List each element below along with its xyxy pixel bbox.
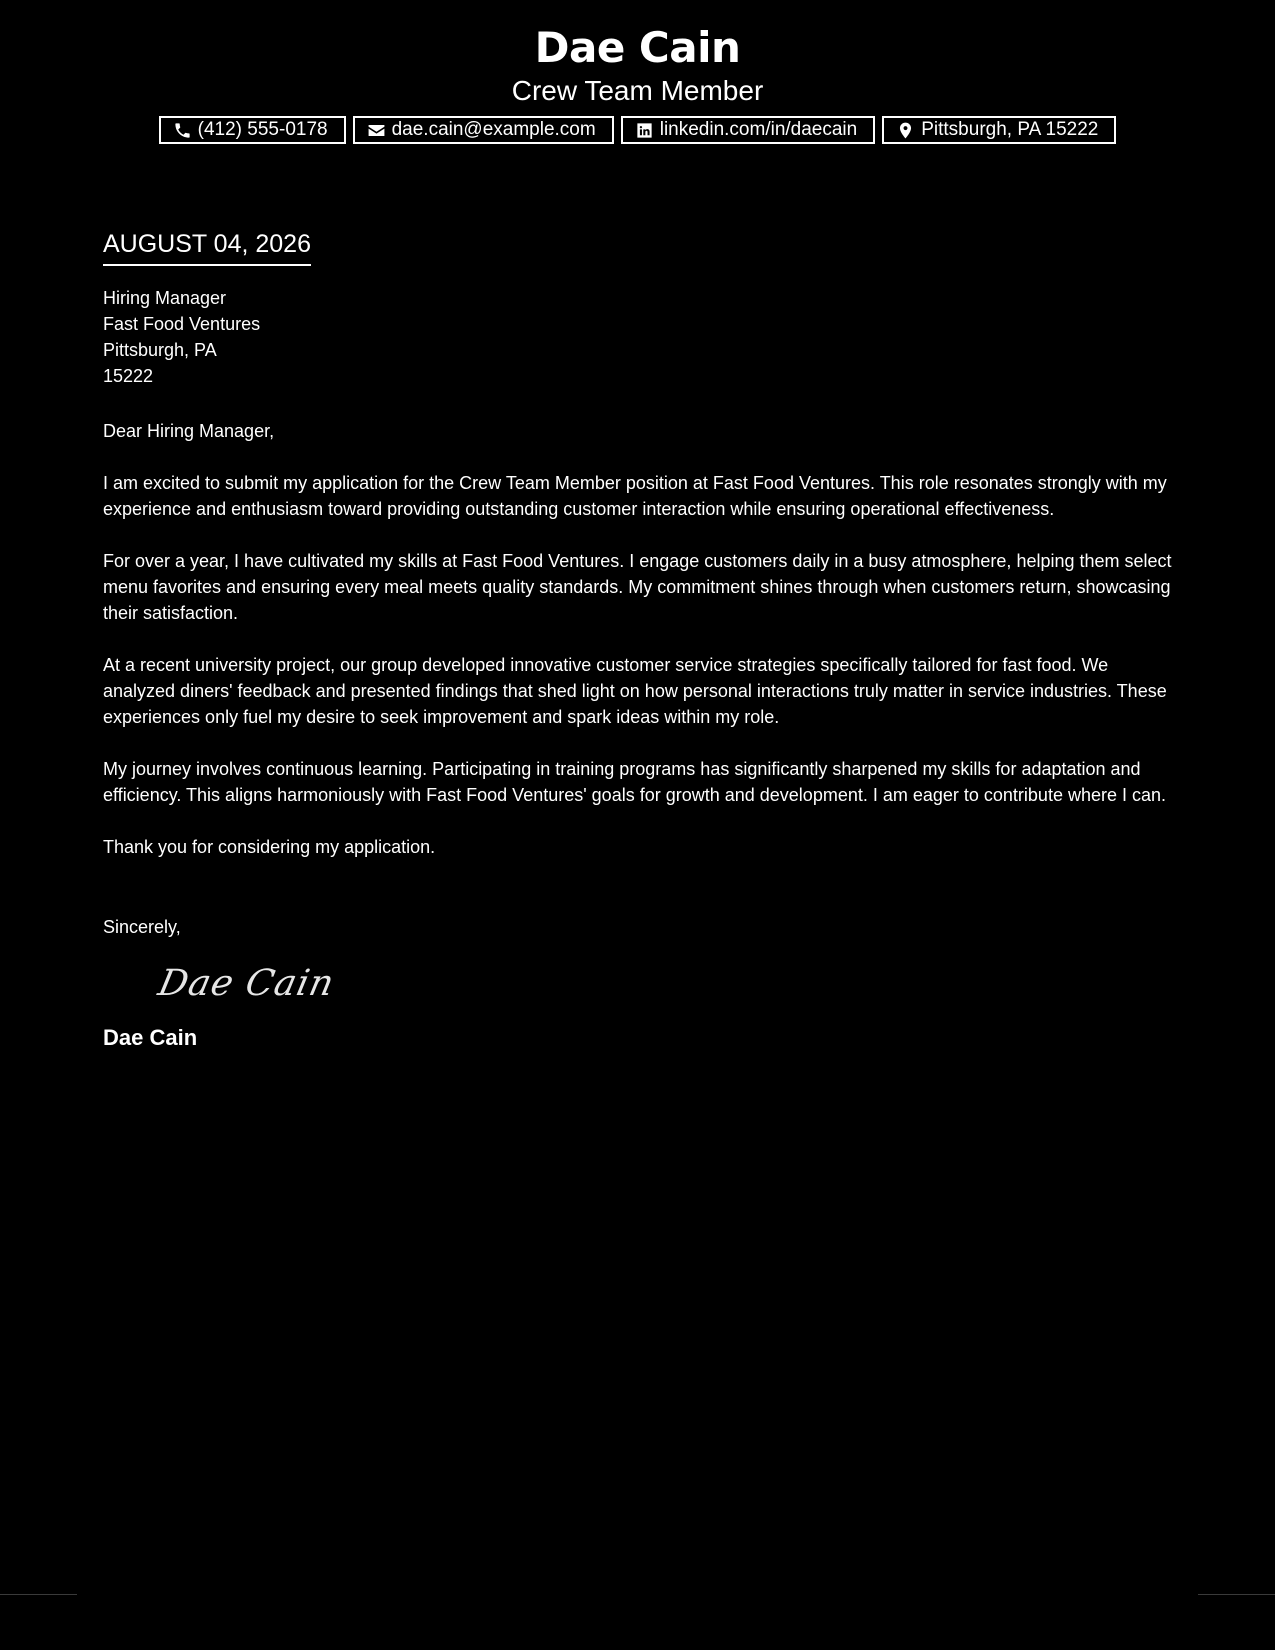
- recipient-line: 15222: [103, 366, 154, 386]
- closing-thanks: Thank you for considering my application.: [103, 837, 436, 857]
- recipient-line: Fast Food Ventures: [103, 314, 261, 334]
- signed-name: Dae Cain: [103, 1025, 198, 1050]
- contact-linkedin[interactable]: [621, 116, 876, 144]
- recipient-line: Hiring Manager: [103, 288, 227, 308]
- linkedin-icon: [635, 121, 654, 140]
- applicant-name: Dae Cain: [534, 23, 741, 72]
- body-paragraph: My journey involves continuous learning. Participating in training programs has significantly sharpened my skills for adaptation and efficiency. This aligns harmoniously with Fast Food Ventures' goals for growth and development. I am eager to contribute where I can.: [103, 759, 1167, 805]
- contact-linkedin-text: linkedin.com/in/daecain: [659, 119, 858, 140]
- salutation: Dear Hiring Manager,: [103, 421, 275, 441]
- body-paragraph: I am excited to submit my application for the Crew Team Member position at Fast Food Ventures. This role resonates strongly with my experience and enthusiasm toward providing outstanding customer interaction while ensuring operational effectiveness.: [103, 473, 1167, 519]
- letter-header: [0, 22, 1275, 144]
- contact-location-text: Pittsburgh, PA 15222: [921, 119, 1099, 140]
- letter-body: [103, 228, 1175, 1052]
- footer-divider-right: [1198, 1594, 1275, 1595]
- letter-date: AUGUST 04, 2026: [103, 228, 311, 266]
- body-paragraph: At a recent university project, our group developed innovative customer service strategies specifically tailored for fast food. We analyzed diners' feedback and presented findings that shed light on how personal interactions truly matter in service industries. These experiences only fuel my desire to seek improvement and spark ideas within my role.: [103, 655, 1167, 727]
- contact-bar: [0, 116, 1275, 144]
- recipient-block: [103, 285, 1175, 389]
- applicant-title: Crew Team Member: [511, 75, 764, 106]
- envelope-icon: [367, 121, 386, 140]
- phone-icon: [173, 121, 192, 140]
- footer-divider-left: [0, 1594, 77, 1595]
- contact-location[interactable]: [882, 116, 1116, 144]
- handwritten-signature: Dae Cain: [154, 963, 339, 1004]
- signoff: Sincerely,: [103, 917, 181, 937]
- body-paragraph: For over a year, I have cultivated my skills at Fast Food Ventures. I engage customers daily in a busy atmosphere, helping them select menu favorites and ensuring every meal meets quality standards. My commitment shines through when customers return, showcasing their satisfaction.: [103, 551, 1172, 623]
- contact-email-text: dae.cain@example.com: [391, 119, 596, 140]
- contact-phone-text: (412) 555-0178: [197, 119, 328, 140]
- contact-phone[interactable]: [159, 116, 346, 144]
- contact-email[interactable]: [353, 116, 614, 144]
- map-marker-icon: [896, 121, 915, 140]
- recipient-line: Pittsburgh, PA: [103, 340, 217, 360]
